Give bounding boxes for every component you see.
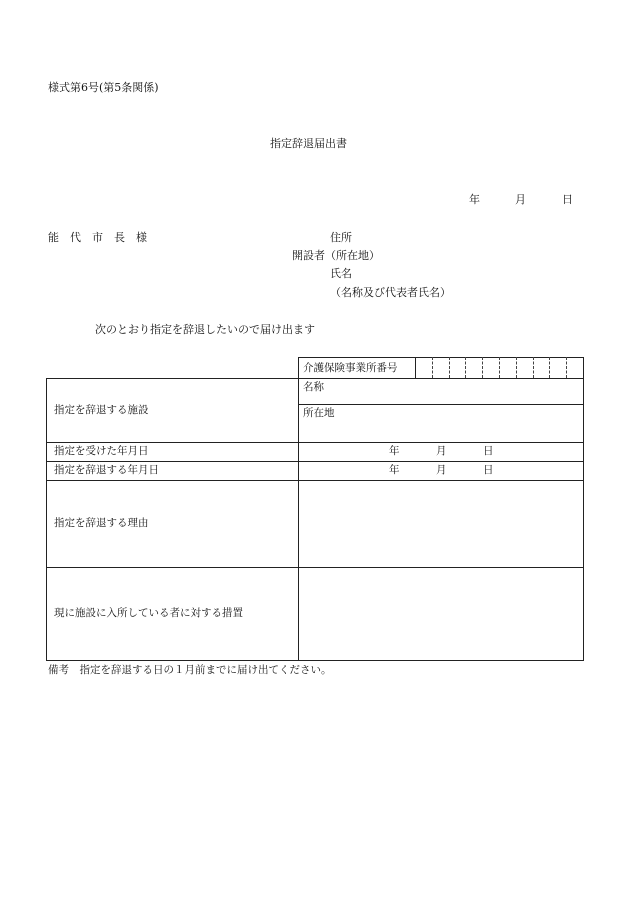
digit-separator — [549, 357, 550, 378]
table-line — [298, 357, 299, 661]
digit-separator — [482, 357, 483, 378]
digit-separator — [516, 357, 517, 378]
table-line — [46, 378, 583, 379]
digit-separator — [432, 357, 433, 378]
table-line — [46, 442, 583, 443]
reason-label: 指定を辞退する理由 — [54, 517, 149, 529]
withdraw-day: 日 — [483, 464, 494, 476]
facility-address-label: 所在地 — [303, 407, 335, 419]
designated-month: 月 — [436, 445, 447, 457]
table-line — [298, 404, 583, 405]
office-number-digit-box[interactable] — [415, 357, 432, 378]
name-label: 氏名 — [330, 267, 352, 280]
measures-label: 現に施設に入所している者に対する措置 — [54, 607, 243, 619]
digit-separator — [449, 357, 450, 378]
document-title: 指定辞退届出書 — [270, 137, 347, 150]
table-line — [46, 660, 584, 661]
withdraw-year: 年 — [389, 464, 400, 476]
table-line — [46, 567, 583, 568]
office-number-digit-box[interactable] — [432, 357, 449, 378]
digit-separator — [566, 357, 567, 378]
office-number-digit-box[interactable] — [482, 357, 499, 378]
remarks: 備考 指定を辞退する日の１月前までに届け出てください。 — [48, 664, 332, 676]
digit-separator — [533, 357, 534, 378]
intro-text: 次のとおり指定を辞退したいので届け出ます — [95, 323, 315, 336]
office-number-digit-box[interactable] — [516, 357, 533, 378]
table-line — [46, 461, 583, 462]
table-line — [583, 357, 584, 661]
header-date-day: 日 — [562, 193, 573, 206]
office-number-digit-box[interactable] — [533, 357, 550, 378]
office-number-digit-box[interactable] — [566, 357, 583, 378]
header-date-month: 月 — [515, 193, 526, 206]
designated-day: 日 — [483, 445, 494, 457]
founder-label: 開設者（所在地） — [292, 249, 380, 262]
table-line — [46, 378, 47, 661]
office-number-label: 介護保険事業所番号 — [303, 362, 398, 374]
header-date-year: 年 — [469, 193, 480, 206]
name-note: （名称及び代表者氏名） — [330, 286, 451, 299]
office-number-digit-box[interactable] — [549, 357, 566, 378]
digit-separator — [465, 357, 466, 378]
designated-year: 年 — [389, 445, 400, 457]
facility-name-label: 名称 — [303, 381, 324, 393]
withdraw-date-label: 指定を辞退する年月日 — [54, 464, 159, 476]
facility-label: 指定を辞退する施設 — [54, 404, 149, 416]
form-number: 様式第6号(第5条関係) — [48, 81, 159, 94]
addressee: 能 代 市 長 様 — [48, 231, 147, 244]
address-label: 住所 — [330, 231, 352, 244]
table-line — [46, 480, 583, 481]
office-number-digit-box[interactable] — [465, 357, 482, 378]
designated-date-label: 指定を受けた年月日 — [54, 445, 149, 457]
digit-separator — [499, 357, 500, 378]
office-number-digit-box[interactable] — [499, 357, 516, 378]
withdraw-month: 月 — [436, 464, 447, 476]
office-number-digit-box[interactable] — [449, 357, 466, 378]
